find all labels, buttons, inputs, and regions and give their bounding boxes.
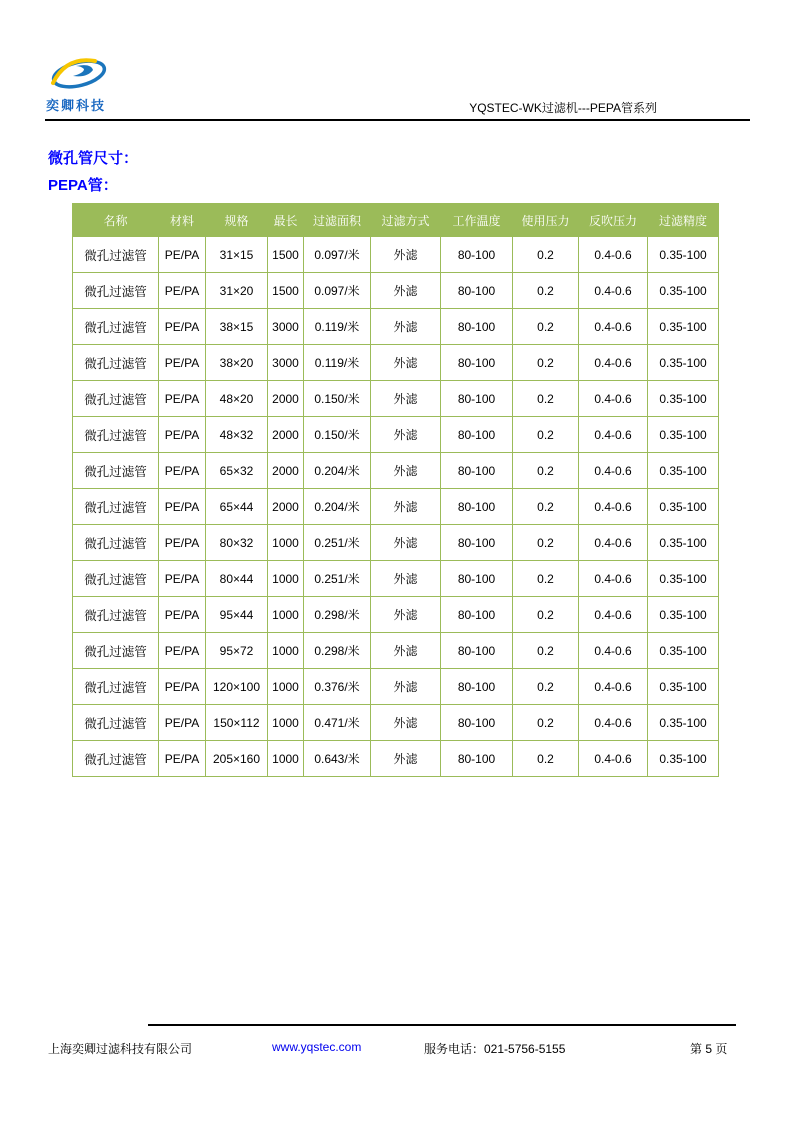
table-row — [73, 237, 719, 273]
table-cell: 0.35-100 — [648, 237, 719, 273]
table-cell: 80-100 — [441, 561, 513, 597]
table-cell: 80-100 — [441, 417, 513, 453]
footer-website-link[interactable]: www.yqstec.com — [272, 1040, 362, 1054]
footer-company-name: 上海奕卿过滤科技有限公司 — [48, 1042, 193, 1056]
table-header-cell: 最长 — [268, 204, 304, 237]
table-header-cell: 规格 — [206, 204, 268, 237]
table-cell: 0.2 — [513, 237, 579, 273]
table-cell: 1000 — [268, 525, 304, 561]
table-cell: 微孔过滤管 — [73, 345, 159, 381]
table-row — [73, 741, 719, 777]
table-header-cell: 名称 — [73, 204, 159, 237]
table-cell: PE/PA — [159, 273, 206, 309]
table-cell: 微孔过滤管 — [73, 525, 159, 561]
table-cell: 外滤 — [371, 309, 441, 345]
table-cell: 1000 — [268, 561, 304, 597]
table-cell: 0.4-0.6 — [579, 237, 648, 273]
table-cell: 150×112 — [206, 705, 268, 741]
table-cell: 微孔过滤管 — [73, 633, 159, 669]
table-cell: 0.4-0.6 — [579, 453, 648, 489]
table-row — [73, 345, 719, 381]
table-cell: 0.2 — [513, 417, 579, 453]
document-header-title: YQSTEC-WK过滤机---PEPA管系列 — [469, 101, 657, 115]
table-cell: 1000 — [268, 741, 304, 777]
table-cell: 80-100 — [441, 489, 513, 525]
table-cell: 0.35-100 — [648, 417, 719, 453]
logo-text: 奕卿科技 — [46, 98, 107, 113]
table-cell: 1500 — [268, 237, 304, 273]
table-cell: 3000 — [268, 345, 304, 381]
table-cell: 微孔过滤管 — [73, 309, 159, 345]
table-cell: PE/PA — [159, 705, 206, 741]
table-cell: 0.4-0.6 — [579, 669, 648, 705]
table-cell: 0.150/米 — [304, 381, 371, 417]
table-cell: 外滤 — [371, 417, 441, 453]
table-cell: 0.35-100 — [648, 345, 719, 381]
table-cell: 0.4-0.6 — [579, 597, 648, 633]
table-row — [73, 381, 719, 417]
table-cell: 80-100 — [441, 597, 513, 633]
table-cell: PE/PA — [159, 561, 206, 597]
table-cell: 0.35-100 — [648, 597, 719, 633]
table-cell: 微孔过滤管 — [73, 597, 159, 633]
table-cell: 外滤 — [371, 705, 441, 741]
footer-divider — [148, 1024, 736, 1026]
table-cell: 0.4-0.6 — [579, 381, 648, 417]
table-cell: 38×20 — [206, 345, 268, 381]
table-cell: 0.119/米 — [304, 345, 371, 381]
section-title-micropore-size: 微孔管尺寸： — [48, 150, 139, 167]
table-cell: 80-100 — [441, 669, 513, 705]
table-cell: 1000 — [268, 597, 304, 633]
table-row — [73, 669, 719, 705]
table-cell: 微孔过滤管 — [73, 417, 159, 453]
table-cell: 0.4-0.6 — [579, 489, 648, 525]
table-cell: 80-100 — [441, 525, 513, 561]
table-cell: 31×15 — [206, 237, 268, 273]
table-cell: 0.4-0.6 — [579, 741, 648, 777]
table-cell: 0.204/米 — [304, 489, 371, 525]
table-cell: 80-100 — [441, 309, 513, 345]
company-logo — [46, 54, 136, 114]
table-cell: 0.251/米 — [304, 525, 371, 561]
table-cell: 0.150/米 — [304, 417, 371, 453]
table-row — [73, 597, 719, 633]
table-row — [73, 273, 719, 309]
table-cell: 外滤 — [371, 489, 441, 525]
table-cell: 外滤 — [371, 669, 441, 705]
table-cell: 0.4-0.6 — [579, 309, 648, 345]
table-cell: 38×15 — [206, 309, 268, 345]
table-cell: 0.643/米 — [304, 741, 371, 777]
table-cell: 0.4-0.6 — [579, 345, 648, 381]
table-header-cell: 过滤面积 — [304, 204, 371, 237]
table-row — [73, 705, 719, 741]
table-cell: 120×100 — [206, 669, 268, 705]
table-cell: 微孔过滤管 — [73, 273, 159, 309]
table-cell: 95×44 — [206, 597, 268, 633]
table-cell: 0.471/米 — [304, 705, 371, 741]
table-cell: 2000 — [268, 417, 304, 453]
table-cell: 0.35-100 — [648, 381, 719, 417]
table-cell: 0.2 — [513, 309, 579, 345]
table-cell: 0.2 — [513, 597, 579, 633]
table-cell: 48×20 — [206, 381, 268, 417]
table-row — [73, 561, 719, 597]
spec-table-body — [73, 237, 719, 777]
table-cell: 0.2 — [513, 489, 579, 525]
table-cell: 0.2 — [513, 561, 579, 597]
table-cell: 微孔过滤管 — [73, 453, 159, 489]
pepa-spec-table — [72, 203, 719, 777]
table-cell: PE/PA — [159, 525, 206, 561]
table-cell: 0.35-100 — [648, 633, 719, 669]
table-cell: 0.35-100 — [648, 705, 719, 741]
table-cell: 0.2 — [513, 741, 579, 777]
table-cell: 微孔过滤管 — [73, 561, 159, 597]
table-cell: 0.097/米 — [304, 273, 371, 309]
table-cell: 0.2 — [513, 525, 579, 561]
table-cell: 0.4-0.6 — [579, 633, 648, 669]
table-cell: PE/PA — [159, 345, 206, 381]
table-cell: 2000 — [268, 489, 304, 525]
table-cell: 3000 — [268, 309, 304, 345]
table-cell: 微孔过滤管 — [73, 489, 159, 525]
table-cell: 微孔过滤管 — [73, 741, 159, 777]
table-cell: 0.35-100 — [648, 741, 719, 777]
table-cell: 微孔过滤管 — [73, 237, 159, 273]
table-cell: 0.4-0.6 — [579, 561, 648, 597]
table-cell: 205×160 — [206, 741, 268, 777]
table-cell: 外滤 — [371, 453, 441, 489]
table-cell: 95×72 — [206, 633, 268, 669]
table-cell: 80×44 — [206, 561, 268, 597]
table-cell: 0.35-100 — [648, 489, 719, 525]
table-cell: 微孔过滤管 — [73, 381, 159, 417]
table-cell: 外滤 — [371, 633, 441, 669]
table-cell: 0.35-100 — [648, 669, 719, 705]
table-row — [73, 525, 719, 561]
table-cell: 1000 — [268, 633, 304, 669]
table-cell: 0.2 — [513, 273, 579, 309]
table-cell: 0.376/米 — [304, 669, 371, 705]
table-cell: 微孔过滤管 — [73, 669, 159, 705]
table-header-cell: 反吹压力 — [579, 204, 648, 237]
table-cell: 0.298/米 — [304, 597, 371, 633]
table-cell: 0.251/米 — [304, 561, 371, 597]
table-cell: 80×32 — [206, 525, 268, 561]
table-cell: 80-100 — [441, 237, 513, 273]
table-cell: PE/PA — [159, 237, 206, 273]
table-cell: 0.2 — [513, 669, 579, 705]
table-row — [73, 453, 719, 489]
table-cell: 0.35-100 — [648, 273, 719, 309]
table-cell: PE/PA — [159, 489, 206, 525]
table-cell: 2000 — [268, 453, 304, 489]
table-cell: 外滤 — [371, 525, 441, 561]
table-header-cell: 工作温度 — [441, 204, 513, 237]
table-header-cell: 过滤方式 — [371, 204, 441, 237]
table-cell: 80-100 — [441, 633, 513, 669]
header-divider — [45, 119, 750, 121]
section-title-pepa-tube: PEPA管： — [48, 177, 118, 194]
table-cell: 80-100 — [441, 453, 513, 489]
table-header-cell: 使用压力 — [513, 204, 579, 237]
table-cell: 2000 — [268, 381, 304, 417]
table-cell: 0.35-100 — [648, 525, 719, 561]
table-header-cell: 过滤精度 — [648, 204, 719, 237]
table-cell: 48×32 — [206, 417, 268, 453]
table-cell: 外滤 — [371, 741, 441, 777]
table-cell: 80-100 — [441, 741, 513, 777]
table-cell: 0.119/米 — [304, 309, 371, 345]
table-cell: 0.4-0.6 — [579, 417, 648, 453]
table-cell: 0.35-100 — [648, 561, 719, 597]
table-cell: 外滤 — [371, 273, 441, 309]
table-cell: 外滤 — [371, 561, 441, 597]
table-cell: 0.097/米 — [304, 237, 371, 273]
globe-swoosh-icon — [46, 54, 136, 94]
table-cell: 80-100 — [441, 381, 513, 417]
table-cell: 80-100 — [441, 345, 513, 381]
table-cell: 0.2 — [513, 705, 579, 741]
table-header-cell: 材料 — [159, 204, 206, 237]
table-cell: 0.4-0.6 — [579, 273, 648, 309]
table-cell: PE/PA — [159, 417, 206, 453]
table-cell: 1500 — [268, 273, 304, 309]
table-cell: 外滤 — [371, 345, 441, 381]
table-cell: 外滤 — [371, 237, 441, 273]
table-cell: 0.35-100 — [648, 453, 719, 489]
table-cell: PE/PA — [159, 309, 206, 345]
table-cell: PE/PA — [159, 633, 206, 669]
table-row — [73, 309, 719, 345]
table-row — [73, 633, 719, 669]
table-cell: PE/PA — [159, 741, 206, 777]
footer-service-phone: 服务电话：021-5756-5155 — [424, 1042, 566, 1056]
table-cell: PE/PA — [159, 669, 206, 705]
table-cell: 65×44 — [206, 489, 268, 525]
table-cell: 外滤 — [371, 381, 441, 417]
table-cell: PE/PA — [159, 453, 206, 489]
table-cell: 0.2 — [513, 453, 579, 489]
table-cell: 80-100 — [441, 705, 513, 741]
table-cell: 0.204/米 — [304, 453, 371, 489]
table-row — [73, 489, 719, 525]
table-cell: 0.2 — [513, 633, 579, 669]
table-cell: PE/PA — [159, 381, 206, 417]
table-cell: 外滤 — [371, 597, 441, 633]
table-cell: 80-100 — [441, 273, 513, 309]
table-cell: 0.4-0.6 — [579, 705, 648, 741]
table-cell: 1000 — [268, 669, 304, 705]
table-header-row — [73, 204, 719, 237]
table-cell: 0.2 — [513, 381, 579, 417]
table-cell: PE/PA — [159, 597, 206, 633]
table-cell: 0.4-0.6 — [579, 525, 648, 561]
table-cell: 1000 — [268, 705, 304, 741]
table-cell: 微孔过滤管 — [73, 705, 159, 741]
footer-page-number: 第 5 页 — [690, 1042, 728, 1056]
table-cell: 0.298/米 — [304, 633, 371, 669]
table-cell: 0.2 — [513, 345, 579, 381]
table-row — [73, 417, 719, 453]
table-cell: 0.35-100 — [648, 309, 719, 345]
table-cell: 31×20 — [206, 273, 268, 309]
table-cell: 65×32 — [206, 453, 268, 489]
